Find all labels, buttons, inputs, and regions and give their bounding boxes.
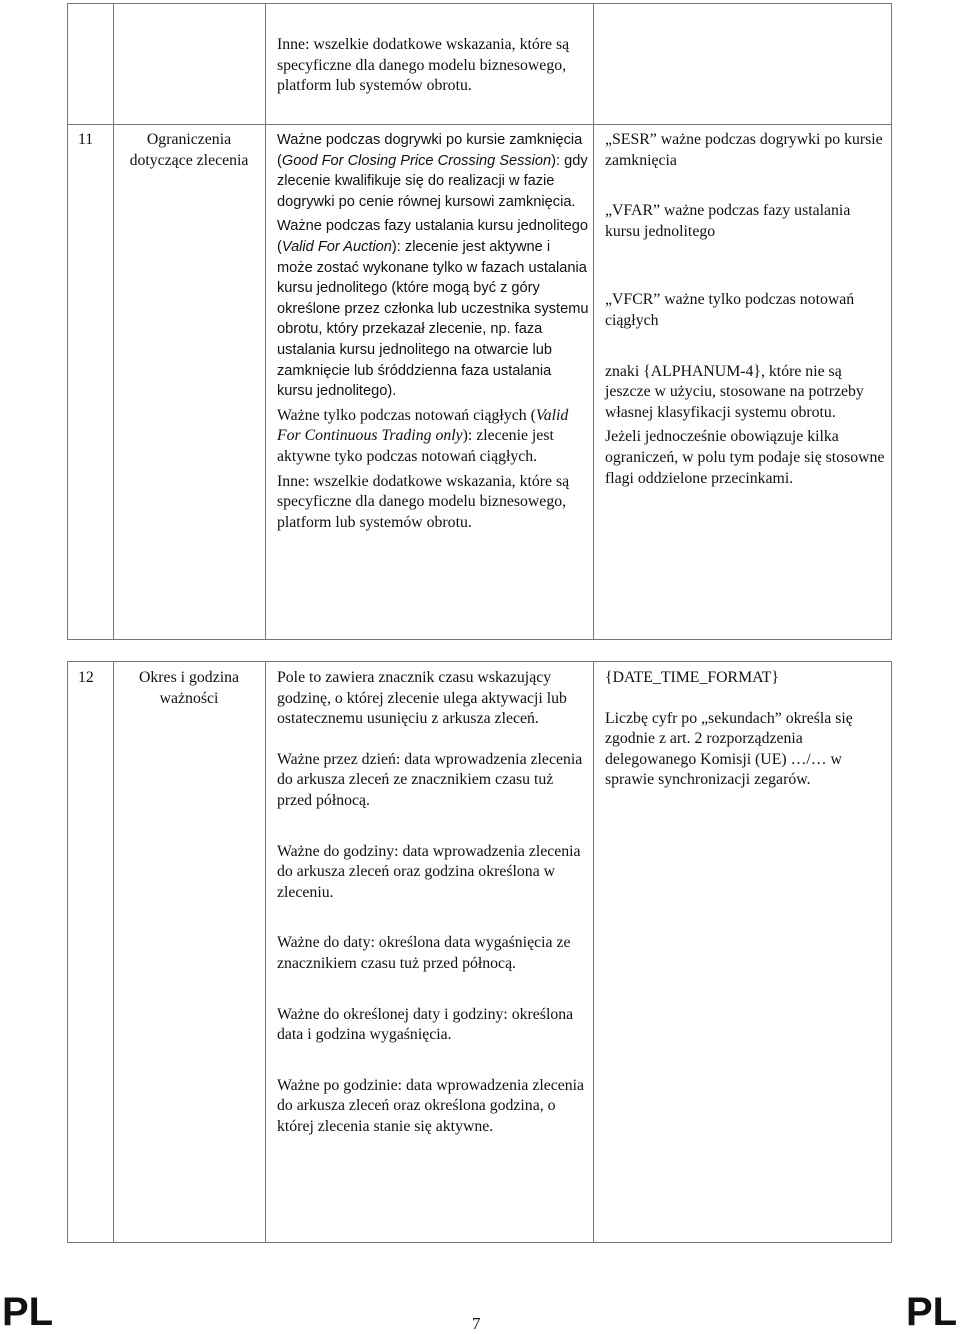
page-number: 7 (472, 1314, 481, 1333)
column-divider (593, 4, 594, 639)
row-number: 11 (78, 131, 94, 148)
row-divider (68, 124, 891, 125)
cell-continuation-description (277, 35, 582, 97)
other-indications-text: Inne: wszelkie dodatkowe wskazania, które są specyficzne dla danego modelu biznesowego, platform lub systemów obrotu. (277, 472, 570, 531)
vfar-flag: „VFAR” ważne podczas fazy ustalania kursu jednolitego (605, 202, 851, 240)
cell-validity-values (605, 668, 885, 791)
multiple-flags-note: Jeżeli jednocześnie obowiązuje kilka ograniczeń, w polu tym podaje się stosowne flagi oddzielone przecinkami. (605, 428, 885, 487)
vfa-description: Ważne podczas fazy ustalania kursu jednolitego (Valid For Auction): zlecenie jest aktywne i może zostać wykonane tylko w fazach ustalania kursu jednolitego (które mogą być z góry określone przez członka lub uczestnika systemu obrotu, który przekazał zlecenie, np. faza ustalania kursu jednolitego na otwarcie lub zamknięcie lub śróddzienna faza ustalania kursu jednolitego). (277, 218, 589, 400)
vfcr-flag: „VFCR” ważne tylko podczas notowań ciągłych (605, 291, 855, 329)
good-after-time: Ważne po godzinie: data wprowadzenia zlecenia do arkusza zleceń oraz określona godzina, o której zlecenia stanie się aktywne. (277, 1076, 585, 1135)
good-for-day: Ważne przez dzień: data wprowadzenia zlecenia do arkusza zleceń ze znacznikiem czasu tuż przed północą. (277, 750, 583, 809)
cell-order-restrictions-description (277, 130, 589, 533)
good-till-time: Ważne do godziny: data wprowadzenia zlecenia do arkusza zleceń oraz godzina określona w zleceniu. (277, 842, 581, 901)
cell-validity-description (277, 668, 587, 1138)
row-number: 12 (78, 669, 94, 686)
gfcp-description: Ważne podczas dogrywki po kursie zamknięcia (Good For Closing Price Crossing Session): gdy zlecenie kwalifikuje się do realizacji w fazie dogrywki po cenie równej kursowi zamknięcia. (277, 132, 588, 210)
alphanum-flag: znaki {ALPHANUM-4}, które nie są jeszcze w użyciu, stosowane na potrzeby własnej klasyfikacji systemu obrotu. (605, 362, 864, 421)
column-divider (113, 4, 114, 639)
footer-language-right: PL (906, 1290, 958, 1334)
footer-language-left: PL (2, 1290, 54, 1334)
cell-order-restrictions-values (605, 130, 885, 489)
clock-sync-note: Liczbę cyfr po „sekundach” określa się zgodnie z art. 2 rozporządzenia delegowanego Komisji (UE) …/… w sprawie synchronizacji zegarów. (605, 709, 853, 789)
vfc-description: Ważne tylko podczas notowań ciągłych (Valid For Continuous Trading only): zlecenie jest aktywne tyko podczas notowań ciągłych. (277, 406, 569, 465)
column-divider (593, 662, 594, 1242)
table-bottom (67, 661, 892, 1243)
table-top (67, 3, 892, 640)
column-divider (113, 662, 114, 1242)
sesr-flag: „SESR” ważne podczas dogrywki po kursie zamknięcia (605, 131, 883, 169)
date-time-format: {DATE_TIME_FORMAT} (605, 669, 780, 686)
row-field-name: Ograniczenia dotyczące zlecenia (129, 131, 249, 169)
good-till-date-time: Ważne do określonej daty i godziny: określona data i godzina wygaśnięcia. (277, 1005, 574, 1044)
column-divider (265, 662, 266, 1242)
good-till-date: Ważne do daty: określona data wygaśnięcia ze znacznikiem czasu tuż przed północą. (277, 934, 571, 972)
validity-intro: Pole to zawiera znacznik czasu wskazujący godzinę, o której zlecenie ulega aktywacji lub ostatecznemu usunięciu z arkusza zleceń. (277, 669, 567, 728)
row-field-name: Okres i godzina ważności (138, 669, 240, 707)
other-indications-text: Inne: wszelkie dodatkowe wskazania, które są specyficzne dla danego modelu biznesowego, platform lub systemów obrotu. (277, 36, 570, 95)
column-divider (265, 4, 266, 639)
